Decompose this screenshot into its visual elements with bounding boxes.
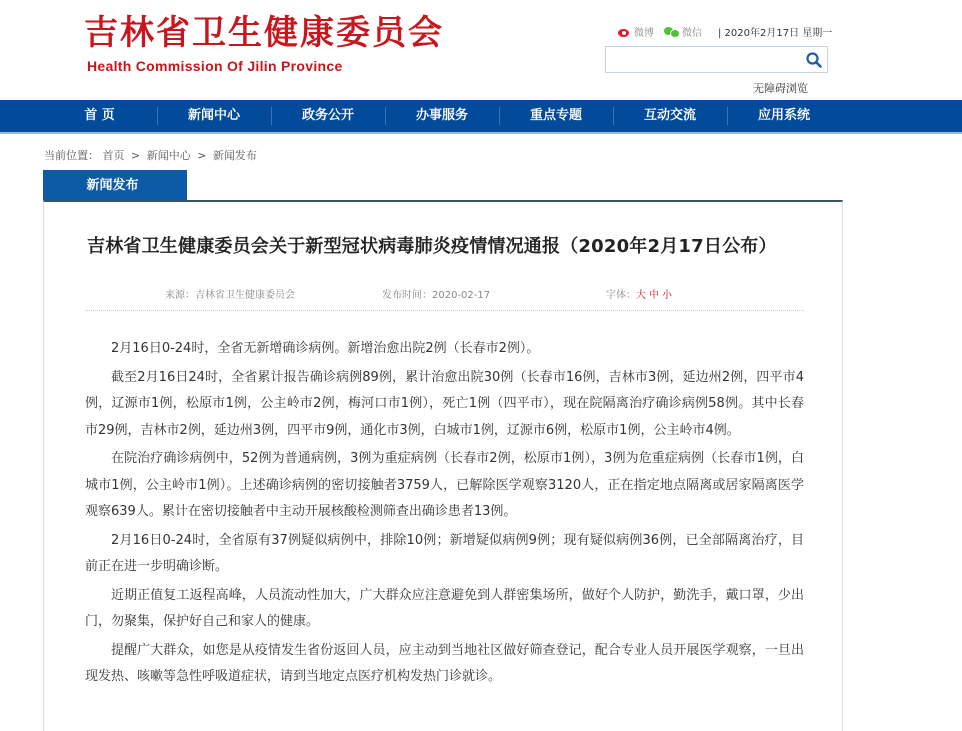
article-paragraph: 提醒广大群众，如您是从疫情发生省份返回人员，应主动到当地社区做好筛查登记，配合专业人员开展医学观察，一旦出现发热、咳嗽等急性呼吸道症状，请到当地定点医疗机构发热门诊就诊。	[85, 642, 804, 684]
weibo-icon	[618, 26, 631, 37]
site-logo-english[interactable]: Health Commission Of Jilin Province	[87, 58, 343, 74]
wechat-link[interactable]	[664, 24, 702, 39]
nav-item-home[interactable]: 首 页	[84, 108, 115, 123]
search-icon	[805, 51, 823, 69]
nav-item-news-center[interactable]: 新闻中心	[157, 100, 271, 132]
article-paragraph: 近期正值复工返程高峰，人员流动性加大，广大群众应注意避免到人群密集场所，做好个人防护，勤洗手，戴口罩，少出门，勿聚集，保护好自己和家人的健康。	[85, 587, 804, 629]
nav-item-applications[interactable]: 应用系统	[727, 100, 841, 132]
weibo-label: 微博	[634, 27, 654, 39]
search-box	[605, 46, 828, 73]
search-button[interactable]	[805, 51, 823, 69]
nav-item-services[interactable]: 办事服务	[385, 100, 499, 132]
article-meta	[44, 286, 804, 302]
breadcrumb-news-center[interactable]: 新闻中心	[146, 149, 191, 162]
section-tab-news-release[interactable]: 新闻发布	[43, 170, 187, 201]
current-date: | 2020年2月17日 星期一	[718, 27, 833, 39]
article-date	[382, 286, 490, 301]
source-label: 来源：	[165, 290, 195, 301]
article-paragraph: 2月16日0-24时，全省无新增确诊病例。新增治愈出院2例（长春市2例）。	[111, 341, 540, 356]
date-label: 发布时间：	[382, 290, 432, 301]
article-paragraph: 2月16日0-24时，全省原有37例疑似病例中，排除10例；新增疑似病例9例；现有疑似病例36例，已全部隔离治疗，目前正在进一步明确诊断。	[85, 532, 804, 574]
breadcrumb-prefix: 当前位置：	[44, 149, 99, 162]
nav-item-interaction[interactable]: 互动交流	[613, 100, 727, 132]
wechat-label: 微信	[682, 27, 702, 39]
article-body	[85, 336, 804, 693]
meta-divider	[85, 310, 804, 311]
source-value: 吉林省卫生健康委员会	[195, 290, 295, 301]
main-nav	[0, 100, 962, 134]
font-label: 字体：	[606, 290, 636, 301]
font-size-large-button[interactable]: 大	[636, 290, 646, 301]
article-container	[43, 200, 843, 731]
accessibility-link[interactable]: 无障碍浏览	[753, 82, 808, 95]
top-links	[618, 23, 832, 39]
article-title: 吉林省卫生健康委员会关于新型冠状病毒肺炎疫情情况通报（2020年2月17日公布）	[87, 236, 777, 257]
date-value: 2020-02-17	[432, 290, 491, 301]
site-header	[0, 0, 962, 100]
font-size-controls	[606, 286, 675, 301]
breadcrumb	[44, 147, 257, 163]
breadcrumb-separator: >	[131, 149, 141, 162]
breadcrumb-separator: >	[197, 149, 207, 162]
article-paragraph: 在院治疗确诊病例中，52例为普通病例，3例为重症病例（长春市2例，松原市1例），3例为危重症病例（长春市1例，白城市1例，公主岭市1例）。上述确诊病例的密切接触者3759人，已解除医学观察3120人，正在指定地点隔离或居家隔离医学观察639人。累计在密切接触者中主动开展核酸检测筛查出确诊患者13例。	[85, 451, 804, 519]
search-input[interactable]	[606, 47, 796, 72]
weibo-link[interactable]	[618, 24, 654, 39]
nav-item-government-affairs[interactable]: 政务公开	[271, 100, 385, 132]
breadcrumb-home[interactable]: 首页	[102, 149, 125, 162]
site-logo-chinese[interactable]: 吉林省卫生健康委员会	[84, 13, 444, 53]
font-size-medium-button[interactable]: 中	[649, 290, 659, 301]
breadcrumb-news-release[interactable]: 新闻发布	[212, 149, 257, 162]
font-size-small-button[interactable]: 小	[662, 290, 672, 301]
wechat-icon	[664, 26, 679, 37]
nav-item-key-topics[interactable]: 重点专题	[499, 100, 613, 132]
article-paragraph: 截至2月16日24时，全省累计报告确诊病例89例，累计治愈出院30例（长春市16例，吉林市3例，延边州2例，四平市4例，辽源市1例，松原市1例，公主岭市2例，梅河口市1例），死亡1例（四平市），现在院隔离治疗确诊病例58例。其中长春市29例，吉林市2例，延边州3例，四平市9例，通化市3例，白城市1例，辽源市6例，松原市1例，公主岭市4例。	[85, 369, 804, 438]
article-source	[165, 286, 295, 301]
